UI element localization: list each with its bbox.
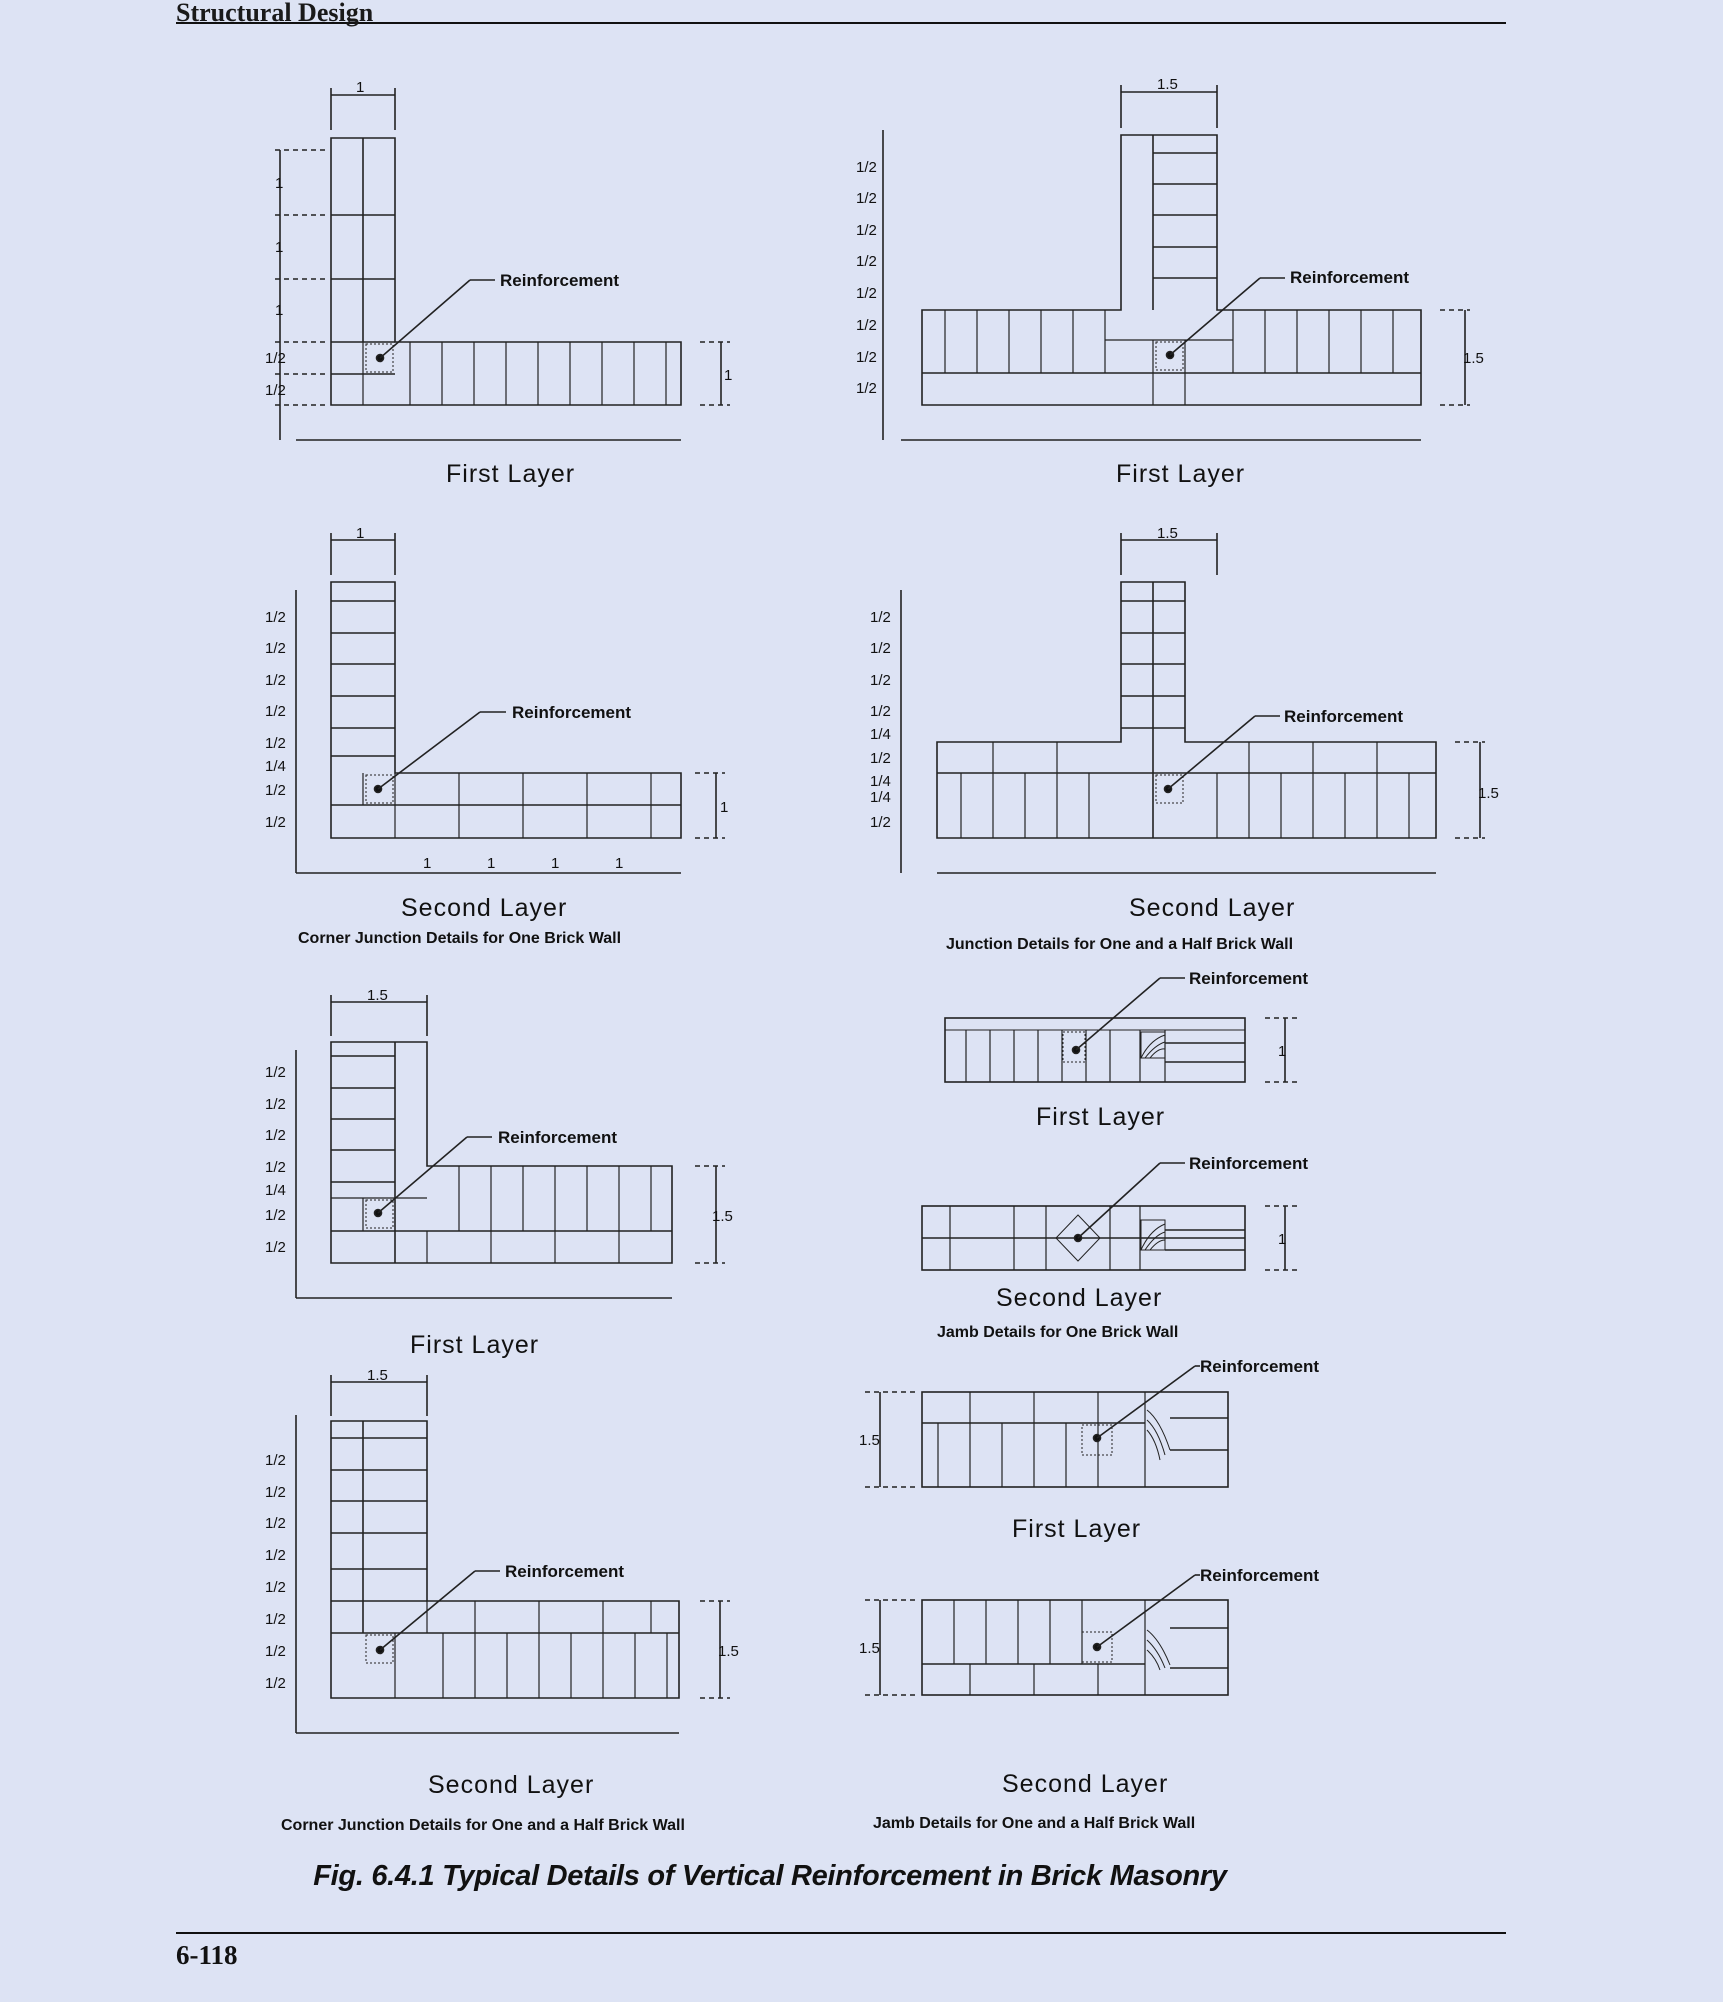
footer-rule	[176, 1932, 1506, 1934]
dim-label: 1/2	[870, 609, 891, 626]
dim-label: 1/4	[870, 789, 891, 806]
drawing-corner-one-brick-first-layer	[265, 79, 732, 488]
dim-label: 1.5	[859, 1640, 880, 1657]
dim-label: 1/4	[870, 726, 891, 743]
dim-label: 1.5	[1157, 76, 1178, 93]
dim-label: 1/2	[265, 1452, 286, 1469]
dim-label: 1/2	[265, 782, 286, 799]
drawing-jamb-one-half-second-layer	[859, 1566, 1319, 1832]
dim-label: 1/2	[870, 703, 891, 720]
layer-title: First Layer	[1012, 1515, 1142, 1543]
dim-label: 1/2	[265, 1096, 286, 1113]
reinforcement-label: Reinforcement	[500, 271, 620, 290]
layer-title: First Layer	[410, 1331, 540, 1359]
dim-label: 1/2	[265, 672, 286, 689]
layer-title: Second Layer	[428, 1771, 595, 1799]
dim-label: 1.5	[367, 987, 388, 1004]
dim-label: 1/4	[265, 1182, 286, 1199]
dim-label: 1.5	[859, 1432, 880, 1449]
dim-label: 1/2	[870, 750, 891, 767]
dim-label: 1.5	[1463, 350, 1484, 367]
dim-label: 1	[1278, 1043, 1287, 1060]
dim-label: 1	[1278, 1231, 1287, 1248]
reinforcement-label: Reinforcement	[512, 703, 632, 722]
dim-label: 1/2	[856, 285, 877, 302]
dim-label: 1/2	[265, 1675, 286, 1692]
dim-label: 1/2	[856, 317, 877, 334]
detail-title: Jamb Details for One and a Half Brick Wall	[873, 1815, 1196, 1832]
dim-label: 1/2	[265, 1239, 286, 1256]
dim-label: 1/2	[265, 1484, 286, 1501]
detail-title: Corner Junction Details for One Brick Wall	[298, 930, 622, 947]
reinforcement-label: Reinforcement	[1200, 1357, 1320, 1376]
page-number: 6-118	[176, 1940, 238, 1970]
dim-label: 1/4	[870, 773, 891, 790]
dim-label: 1/2	[856, 159, 877, 176]
figure-caption: Fig. 6.4.1 Typical Details of Vertical Reinforcement in Brick Masonry	[313, 1860, 1227, 1892]
drawing-junction-one-half-second-layer	[870, 525, 1499, 953]
dim-label: 1	[720, 799, 729, 816]
dim-label: 1/2	[265, 1579, 286, 1596]
dim-label: 1	[615, 855, 624, 872]
layer-title: Second Layer	[1129, 894, 1296, 922]
dim-label: 1/2	[870, 814, 891, 831]
dim-label: 1/2	[265, 609, 286, 626]
detail-title: Jamb Details for One Brick Wall	[937, 1324, 1179, 1341]
dim-label: 1/2	[265, 1064, 286, 1081]
dim-label: 1	[724, 367, 733, 384]
dim-label: 1/2	[265, 1515, 286, 1532]
layer-title: First Layer	[1116, 460, 1246, 488]
dim-label: 1/2	[870, 672, 891, 689]
dim-label: 1	[275, 239, 284, 256]
dim-label: 1.5	[718, 1643, 739, 1660]
reinforcement-label: Reinforcement	[1290, 268, 1410, 287]
drawing-corner-one-brick-second-layer	[265, 525, 728, 947]
drawing-jamb-one-half-first-layer	[859, 1357, 1319, 1543]
dim-label: 1/2	[265, 1207, 286, 1224]
dim-label: 1/2	[265, 703, 286, 720]
dim-label: 1/4	[265, 758, 286, 775]
detail-title: Corner Junction Details for One and a Half Brick Wall	[281, 1817, 685, 1834]
dim-label: 1	[487, 855, 496, 872]
dim-label: 1.5	[712, 1208, 733, 1225]
dim-label: 1	[356, 525, 365, 542]
layer-title: First Layer	[1036, 1103, 1166, 1131]
dim-label: 1/2	[265, 735, 286, 752]
reinforcement-label: Reinforcement	[505, 1562, 625, 1581]
dim-label: 1.5	[1157, 525, 1178, 542]
reinforcement-label: Reinforcement	[1200, 1566, 1320, 1585]
dim-label: 1/2	[265, 1159, 286, 1176]
dim-label: 1/2	[856, 253, 877, 270]
dim-label: 1/2	[265, 1643, 286, 1660]
reinforcement-label: Reinforcement	[1189, 969, 1309, 988]
dim-label: 1.5	[367, 1367, 388, 1384]
detail-title: Junction Details for One and a Half Brick Wall	[946, 936, 1294, 953]
drawing-corner-one-half-second-layer	[265, 1367, 739, 1834]
reinforcement-label: Reinforcement	[1189, 1154, 1309, 1173]
dim-label: 1	[275, 175, 284, 192]
dim-label: 1/2	[856, 190, 877, 207]
reinforcement-label: Reinforcement	[498, 1128, 618, 1147]
reinforcement-label: Reinforcement	[1284, 707, 1404, 726]
dim-label: 1/2	[856, 380, 877, 397]
dim-label: 1.5	[1478, 785, 1499, 802]
dim-label: 1/2	[265, 1127, 286, 1144]
dim-label: 1	[551, 855, 560, 872]
dim-label: 1/2	[265, 814, 286, 831]
dim-label: 1/2	[870, 640, 891, 657]
dim-label: 1/2	[265, 382, 286, 399]
drawing-jamb-one-brick-second-layer	[922, 1154, 1308, 1341]
dim-label: 1/2	[856, 222, 877, 239]
dim-label: 1/2	[265, 1611, 286, 1628]
header-title: Structural Design	[176, 0, 374, 27]
dim-label: 1	[423, 855, 432, 872]
dim-label: 1/2	[265, 350, 286, 367]
layer-title: First Layer	[446, 460, 576, 488]
drawing-corner-one-half-first-layer	[265, 987, 733, 1359]
layer-title: Second Layer	[996, 1284, 1163, 1312]
drawing-jamb-one-brick-first-layer	[945, 969, 1308, 1131]
layer-title: Second Layer	[1002, 1770, 1169, 1798]
drawing-junction-one-half-first-layer	[856, 76, 1484, 488]
dim-label: 1/2	[265, 640, 286, 657]
dim-label: 1	[356, 79, 365, 96]
dim-label: 1/2	[856, 349, 877, 366]
dim-label: 1	[275, 302, 284, 319]
layer-title: Second Layer	[401, 894, 568, 922]
dim-label: 1/2	[265, 1547, 286, 1564]
